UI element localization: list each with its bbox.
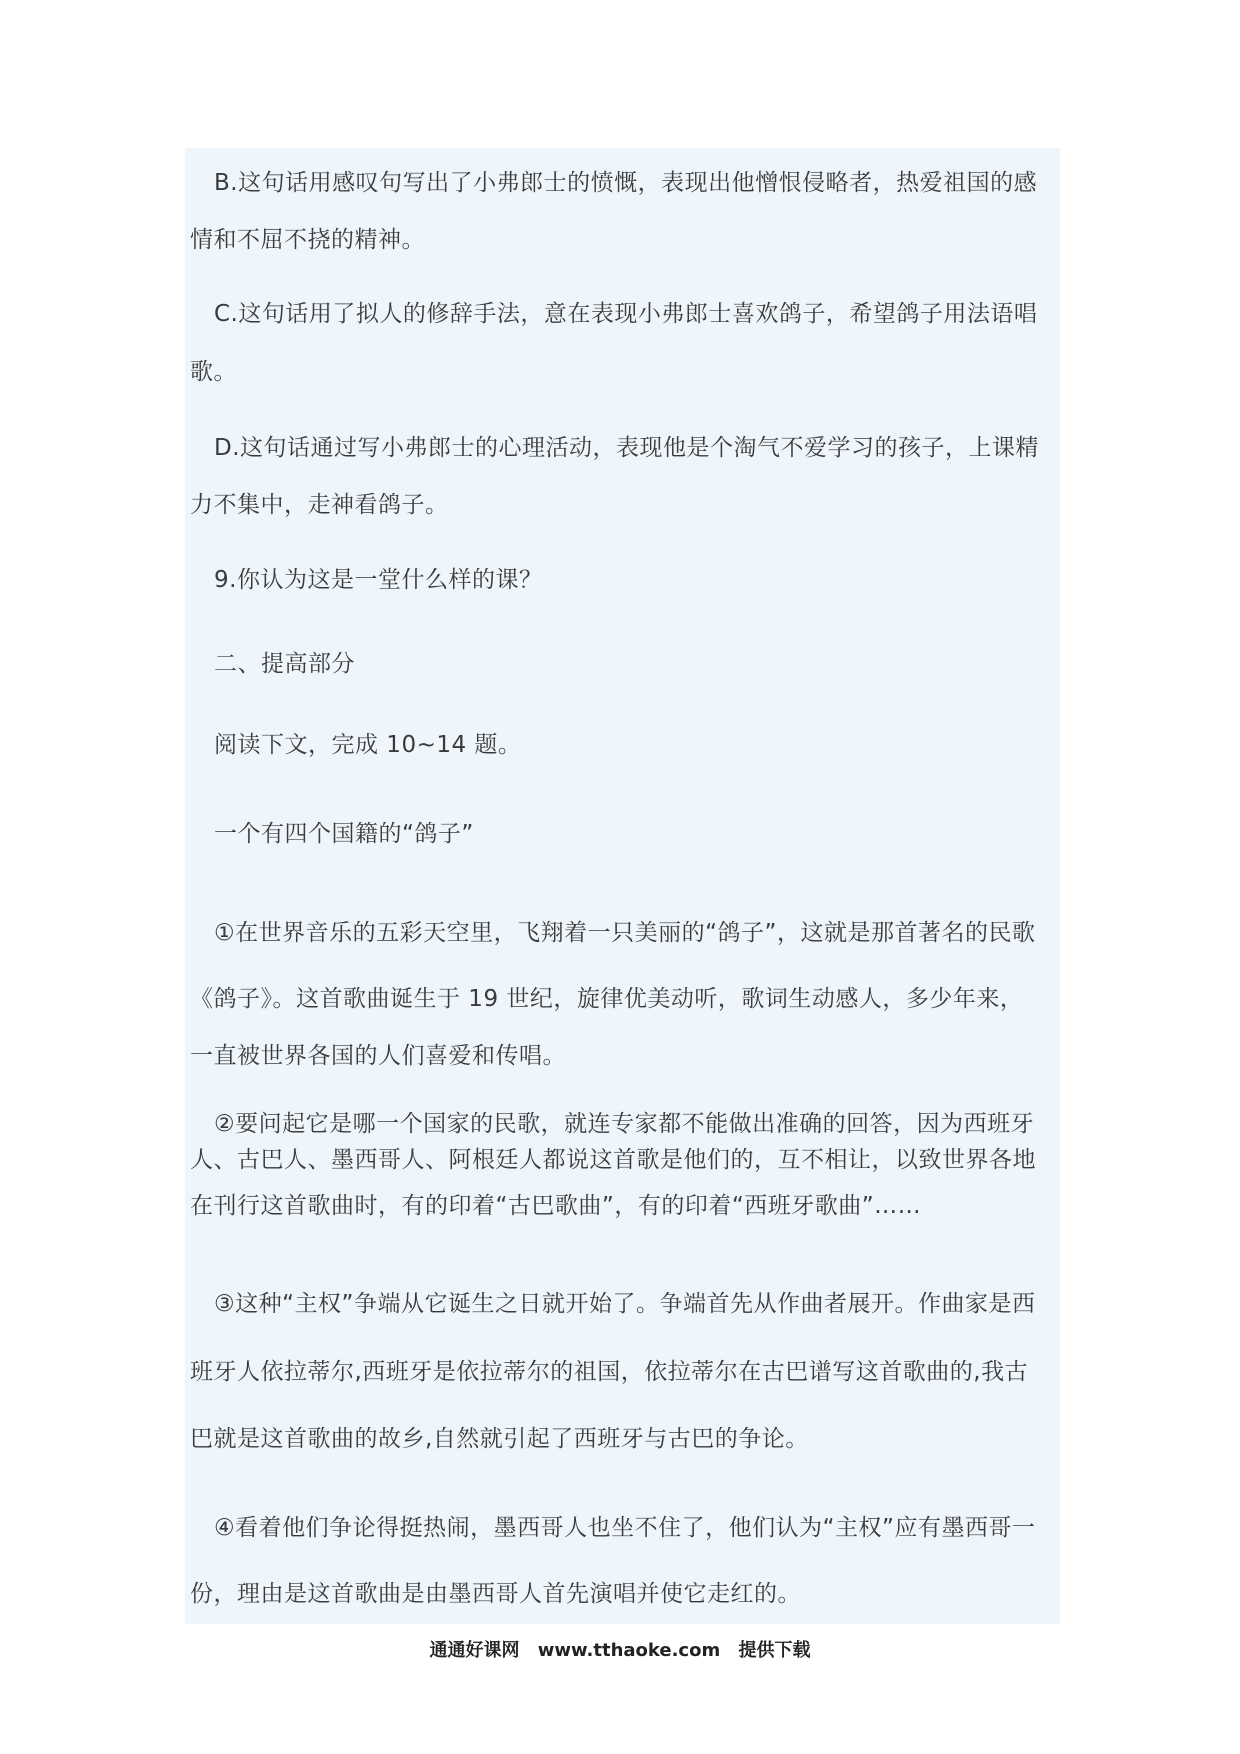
paragraph-2-line-3: 在刊行这首歌曲时，有的印着“古巴歌曲”，有的印着“西班牙歌曲”…… [190,1193,922,1219]
document-body [185,148,1060,1624]
paragraph-3-line-1: ③这种“主权”争端从它诞生之日就开始了。争端首先从作曲者展开。作曲家是西 [214,1291,1036,1317]
paragraph-4-line-2: 份，理由是这首歌曲是由墨西哥人首先演唱并使它走红的。 [190,1581,801,1607]
option-b-line-2: 情和不屈不挠的精神。 [190,227,425,253]
paragraph-3-line-2: 班牙人依拉蒂尔,西班牙是依拉蒂尔的祖国，依拉蒂尔在古巴谱写这首歌曲的,我古 [190,1359,1029,1385]
option-c-line-1: C.这句话用了拟人的修辞手法，意在表现小弗郎士喜欢鸽子，希望鸽子用法语唱 [214,301,1038,327]
option-b-line-1: B.这句话用感叹句写出了小弗郎士的愤慨，表现出他憎恨侵略者，热爱祖国的感 [214,170,1038,196]
footer-url: www.tthaoke.com [537,1640,721,1661]
article-title: 一个有四个国籍的“鸽子” [214,821,474,847]
footer-note: 提供下载 [738,1640,811,1661]
footer-site-name: 通通好课网 [429,1640,520,1661]
option-d-line-1: D.这句话通过写小弗郎士的心理活动，表现他是个淘气不爱学习的孩子，上课精 [214,435,1040,461]
paragraph-1-line-2: 《鸽子》。这首歌曲诞生于 19 世纪，旋律优美动听，歌词生动感人，多少年来， [190,986,1024,1012]
question-9: 9.你认为这是一堂什么样的课？ [214,567,543,593]
reading-instruction: 阅读下文，完成 10~14 题。 [214,732,522,758]
paragraph-1-line-1: ①在世界音乐的五彩天空里，飞翔着一只美丽的“鸽子”，这就是那首著名的民歌 [214,920,1036,946]
page-footer [0,1636,1240,1662]
section-heading: 二、提高部分 [214,651,355,677]
paragraph-2-line-1: ②要问起它是哪一个国家的民歌，就连专家都不能做出准确的回答，因为西班牙 [214,1111,1035,1137]
paragraph-3-line-3: 巴就是这首歌曲的故乡,自然就引起了西班牙与古巴的争论。 [190,1426,809,1452]
paragraph-1-line-3: 一直被世界各国的人们喜爱和传唱。 [190,1043,566,1069]
option-d-line-2: 力不集中，走神看鸽子。 [190,492,449,518]
paragraph-2-line-2: 人、古巴人、墨西哥人、阿根廷人都说这首歌是他们的，互不相让，以致世界各地 [190,1147,1036,1173]
option-c-line-2: 歌。 [190,359,237,385]
paragraph-4-line-1: ④看着他们争论得挺热闹，墨西哥人也坐不住了，他们认为“主权”应有墨西哥一 [214,1515,1036,1541]
